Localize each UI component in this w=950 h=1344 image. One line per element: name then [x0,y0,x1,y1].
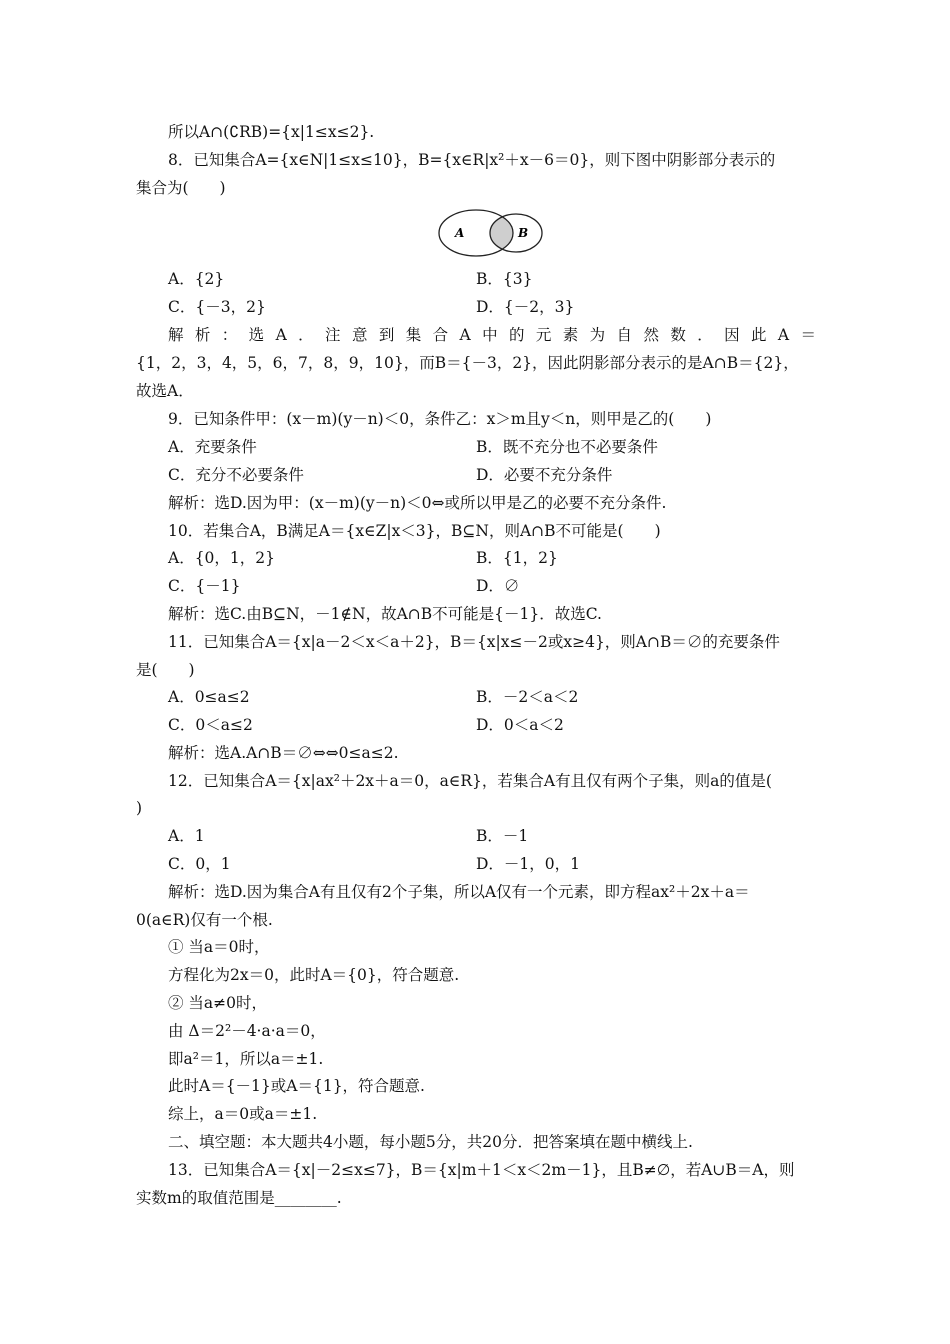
set-a-label: A [455,226,465,240]
solution-line: ② 当a≠0时， [168,994,268,1012]
section-heading: 二、填空题：本大题共4小题，每小题5分，共20分．把答案填在题中横线上. [168,1133,693,1151]
question-9-stem: 9．已知条件甲：(x－m)(y－n)＜0，条件乙：x＞m且y＜n，则甲是乙的( ) [168,410,712,428]
solution-line: {1，2，3，4，5，6，7，8，9，10}，而B＝{－3，2}，因此阴影部分表示的是A∩B＝{2}， [136,354,799,372]
solution-line: 即a²＝1，所以a＝±1. [168,1050,324,1068]
option-a: A．1 [168,827,205,845]
venn-diagram [438,208,546,258]
question-8-stem: 8．已知集合A={x∈N|1≤x≤10}，B={x∈R|x²＋x－6＝0}，则下图中阴影部分表示的 [168,151,776,169]
option-a: A．{0，1，2} [168,549,276,567]
option-row [168,575,848,597]
option-a: A．充要条件 [168,438,257,456]
solution-line: 此时A＝{－1}或A＝{1}，符合题意. [168,1077,425,1095]
question-12-stem: 12．已知集合A＝{x|ax²＋2x＋a＝0，a∈R}，若集合A有且仅有两个子集，则a的值是( [168,772,772,790]
option-a: A．0≤a≤2 [168,688,250,706]
question-8-stem-cont: 集合为( ) [136,179,226,197]
option-b: B．－1 [476,827,529,845]
option-row [168,853,848,875]
option-row [168,296,848,318]
solution-line: ① 当a＝0时， [168,938,270,956]
solution-line: 综上，a＝0或a＝±1. [168,1105,318,1123]
question-12-stem-cont: ) [136,799,143,817]
option-a: A．{2} [168,270,225,288]
option-b: B．－2＜a＜2 [476,688,579,706]
option-row [168,464,848,486]
solution-line: 由 Δ＝2²－4·a·a＝0， [168,1022,326,1040]
option-b: B．{3} [476,270,533,288]
option-d: D．{－2，3} [476,298,575,316]
set-b-label: B [518,226,529,240]
solution-line: 解析：选A．注意到集合A中的元素为自然数．因此A＝ [168,326,816,344]
option-c: C．{－1} [168,577,241,595]
option-row [168,686,848,708]
option-row [168,547,848,569]
question-13-stem-cont: 实数m的取值范围是________. [136,1189,342,1207]
option-b: B．既不充分也不必要条件 [476,438,658,456]
option-d: D．必要不充分条件 [476,466,613,484]
solution-line: 解析：选A.A∩B＝∅⇔⇔0≤a≤2. [168,744,399,762]
text-line: 所以A∩(∁RB)={x|1≤x≤2}. [168,123,375,141]
question-13-stem: 13．已知集合A＝{x|－2≤x≤7}，B＝{x|m＋1＜x＜2m－1}，且B≠∅，若A∪B＝A，则 [168,1161,795,1179]
question-11-stem: 11．已知集合A＝{x|a－2＜x＜a＋2}，B＝{x|x≤－2或x≥4}，则A∩B＝∅的充要条件 [168,633,780,651]
solution-line: 解析：选C.由B⊆N，－1∉N，故A∩B不可能是{－1}．故选C. [168,605,602,623]
option-row [168,825,848,847]
option-d: D．0＜a＜2 [476,716,564,734]
question-11-stem-cont: 是( ) [136,661,195,679]
solution-line: 解析：选D.因为甲：(x－m)(y－n)＜0⇔或所以甲是乙的必要不充分条件. [168,494,667,512]
solution-line: 故选A． [136,382,194,400]
option-row [168,714,848,736]
option-row [168,436,848,458]
option-c: C．0，1 [168,855,231,873]
option-d: D．－1，0，1 [476,855,581,873]
option-c: C．{－3，2} [168,298,266,316]
option-c: C．充分不必要条件 [168,466,304,484]
solution-line: 0(a∈R)仅有一个根. [136,911,273,929]
solution-line: 解析：选D.因为集合A有且仅有2个子集，所以A仅有一个元素，即方程ax²＋2x＋a＝ [168,883,750,901]
option-d: D．∅ [476,577,520,595]
option-row [168,268,848,290]
option-c: C．0＜a≤2 [168,716,253,734]
solution-line: 方程化为2x＝0，此时A＝{0}，符合题意. [168,966,460,984]
option-b: B．{1，2} [476,549,558,567]
question-10-stem: 10．若集合A，B满足A＝{x∈Z|x＜3}，B⊆N，则A∩B不可能是( ) [168,522,661,540]
